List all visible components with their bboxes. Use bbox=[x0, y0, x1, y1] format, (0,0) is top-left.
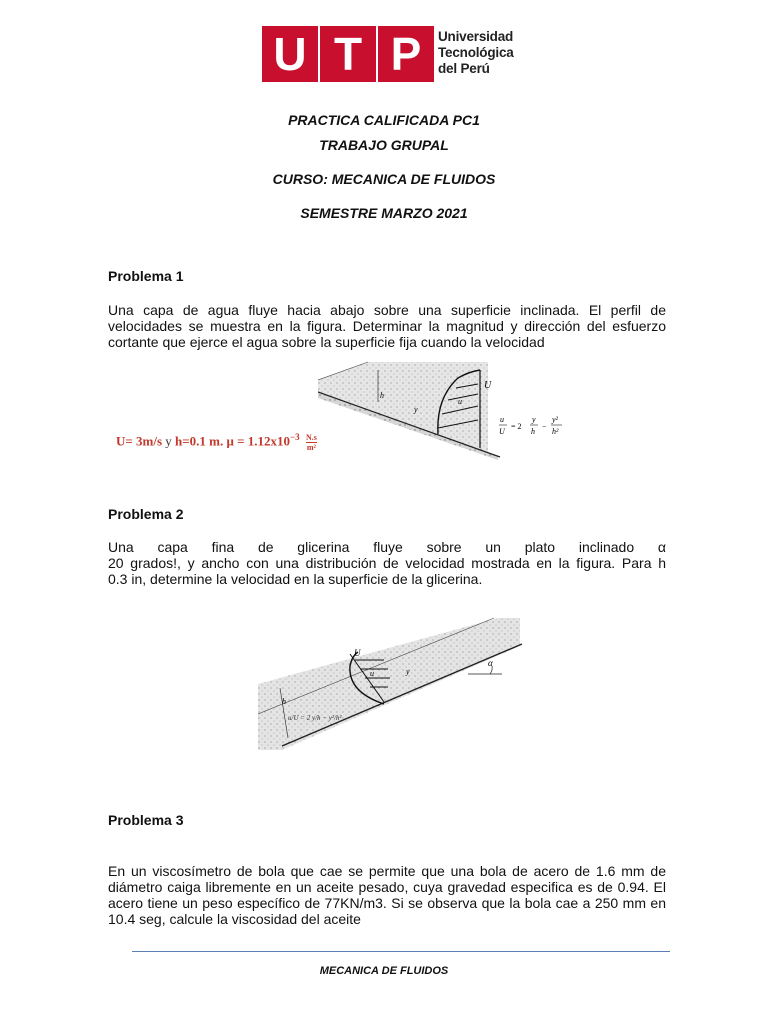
eq-t1-den: h bbox=[531, 427, 535, 436]
eq-t1-num: y bbox=[532, 415, 536, 424]
course-title: CURSO: MECANICA DE FLUIDOS bbox=[272, 171, 496, 187]
problem-2-line-3: 0.3 in, determine la velocidad en la superficie de la glicerina. bbox=[108, 571, 483, 587]
eq-U: U bbox=[499, 427, 505, 436]
figure-2-glycerin-profile bbox=[258, 614, 524, 750]
logo-line-1: Universidad bbox=[438, 29, 514, 44]
figure-1-velocity-profile bbox=[318, 358, 580, 460]
problem-1-text: Una capa de agua fluye hacia abajo sobre una superficie inclinada. El perfil de velocidades se muestra en la figura. Determinar la magnitud y dirección del esfuerzo cortante que ejerce el agua sobre la superficie fija cuando la velocidad bbox=[108, 302, 666, 350]
fig2-label-U: U bbox=[354, 648, 361, 658]
given-mu: μ = 1.12x10 bbox=[226, 433, 291, 449]
logo-letter-p: P bbox=[378, 26, 434, 82]
fig2-equation: u/U = 2 y/h − y²/h² bbox=[288, 714, 342, 722]
problem-2-line-1: Una capa fina de glicerina fluye sobre un plato inclinado α bbox=[108, 539, 666, 555]
problem-1-heading: Problema 1 bbox=[108, 268, 184, 284]
given-mu-exponent: −3 bbox=[290, 432, 300, 442]
doc-title: PRACTICA CALIFICADA PC1 bbox=[288, 112, 480, 128]
utp-logo bbox=[262, 26, 522, 84]
fig2-label-h: h bbox=[282, 697, 286, 706]
problem-1-given-values bbox=[116, 432, 317, 452]
fig2-label-y: y bbox=[406, 667, 410, 676]
given-y-connector: y bbox=[165, 433, 172, 449]
problem-2-heading: Problema 2 bbox=[108, 506, 184, 522]
given-unit-den: m² bbox=[306, 442, 316, 452]
given-u: U= 3m/s bbox=[116, 433, 163, 449]
logo-wordmark bbox=[438, 29, 514, 77]
fig2-label-u: u bbox=[370, 669, 374, 678]
doc-subtitle: TRABAJO GRUPAL bbox=[319, 137, 449, 153]
logo-letter-t: T bbox=[320, 26, 376, 82]
logo-line-3: del Perú bbox=[438, 61, 490, 76]
fig1-label-h: h bbox=[380, 391, 384, 400]
fig2-label-alpha: α bbox=[488, 658, 493, 668]
given-h: h=0.1 m. bbox=[175, 433, 224, 449]
eq-t2-den: h² bbox=[552, 427, 559, 436]
logo-line-2: Tecnológica bbox=[438, 45, 514, 60]
fig1-label-y: y bbox=[414, 405, 418, 414]
logo-letter-u: U bbox=[262, 26, 318, 82]
problem-3-text: En un viscosímetro de bola que cae se permite que una bola de acero de 1.6 mm de diámetro caiga libremente en un aceite pesado, cuya gravedad especifica es de 0.94. El acero tiene un peso específico de 77KN/m3. Si se observa que la bola cae a 250 mm en 10.4 seg, calcule la viscosidad del aceite bbox=[108, 863, 666, 927]
eq-t2-num: y² bbox=[552, 415, 558, 424]
eq-equals-2: = 2 bbox=[511, 422, 522, 431]
fig1-label-U: U bbox=[484, 380, 492, 391]
footer-text: MECANICA DE FLUIDOS bbox=[319, 965, 449, 977]
semester-title: SEMESTRE MARZO 2021 bbox=[300, 205, 468, 221]
eq-minus: − bbox=[542, 422, 547, 431]
fig1-label-u: u bbox=[458, 397, 462, 406]
fig1-equation bbox=[499, 415, 562, 436]
problem-2-line-2: 20 grados!, y ancho con una distribución de velocidad mostrada en la figura. Para h bbox=[108, 555, 666, 571]
given-unit-num: N.s bbox=[305, 432, 317, 442]
eq-u: u bbox=[500, 415, 504, 424]
given-unit bbox=[306, 433, 317, 452]
problem-3-heading: Problema 3 bbox=[108, 812, 184, 828]
footer-divider bbox=[132, 951, 670, 952]
fluid-region bbox=[258, 618, 520, 750]
